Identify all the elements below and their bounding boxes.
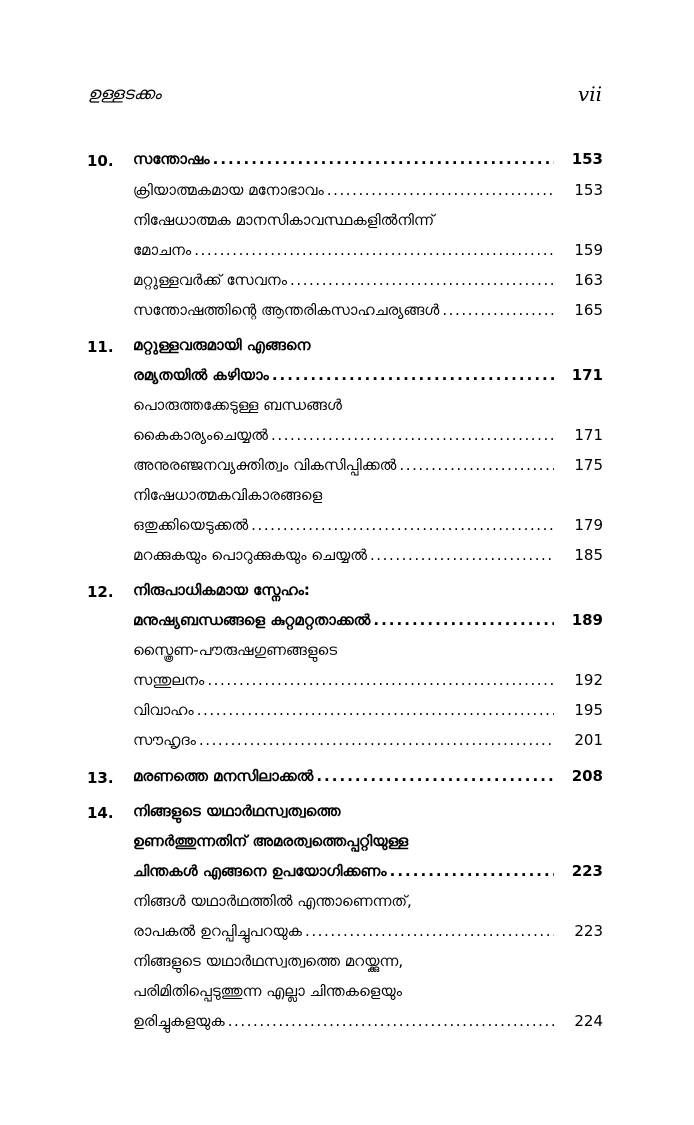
dot-leader <box>271 424 554 446</box>
toc-entry <box>133 386 603 416</box>
toc-entry <box>133 476 603 506</box>
chapter-title: നിങ്ങളുടെ യഥാർഥസ്വത്വത്തെ <box>133 802 341 820</box>
section-title: നിഷേധാത്മകവികാരങ്ങളെ <box>133 486 323 504</box>
dot-leader <box>390 860 554 882</box>
chapter-title: രമ്യതയിൽ കഴിയാം <box>133 366 269 384</box>
entry-page-number: 224 <box>574 1012 603 1030</box>
section-title: രാപകൽ ഉറപ്പിച്ചുപറയുക <box>133 922 302 940</box>
entry-page-number: 153 <box>571 150 603 168</box>
dot-leader <box>272 364 554 386</box>
entry-page-number: 159 <box>574 241 603 259</box>
dot-leader <box>316 765 554 787</box>
toc-entry <box>133 691 603 721</box>
entry-page-number: 223 <box>574 922 603 940</box>
section-title: അനുരഞ്ജനവ്യക്തിത്വം വികസിപ്പിക്കൽ <box>133 456 397 474</box>
toc-entry <box>133 446 603 476</box>
entry-page-number: 153 <box>574 181 603 199</box>
entry-page-number: 179 <box>574 516 603 534</box>
section-title: നിഷേധാത്മക മാനസികാവസ്ഥകളിൽനിന്ന് <box>133 211 435 229</box>
dot-leader <box>207 669 554 691</box>
toc-entry <box>133 721 603 751</box>
chapter-title: ചിന്തകൾ എങ്ങനെ ഉപയോഗിക്കണം <box>133 862 387 880</box>
toc-entry <box>133 822 603 852</box>
dot-leader <box>373 609 554 631</box>
chapter-title: മനുഷ്യബന്ധങ്ങളെ കുറ്റമറ്റതാക്കൽ <box>133 611 371 629</box>
toc-entry <box>133 201 603 231</box>
toc-entry <box>87 140 603 170</box>
dot-leader <box>370 544 554 566</box>
entry-page-number: 175 <box>574 456 603 474</box>
chapter-title: മരണത്തെ മനസിലാക്കൽ <box>133 767 314 785</box>
toc-entry <box>133 1002 603 1032</box>
dot-leader <box>251 514 554 536</box>
entry-page-number: 208 <box>571 767 603 785</box>
toc-entry <box>133 942 603 972</box>
section-title: സന്തുലനം <box>133 671 205 689</box>
running-header-title: ഉള്ളടക്കം <box>88 84 162 104</box>
section-title: സന്തോഷത്തിന്റെ ആന്തരികസാഹചര്യങ്ങൾ <box>133 301 440 319</box>
toc-entry <box>133 631 603 661</box>
entry-page-number: 201 <box>574 731 603 749</box>
toc-entry <box>133 291 603 321</box>
toc-entry <box>87 792 603 822</box>
dot-leader <box>194 239 554 261</box>
entry-page-number: 192 <box>574 671 603 689</box>
section-title: നിങ്ങൾ യഥാർഥത്തിൽ എന്താണെന്നത്, <box>133 892 412 910</box>
section-title: പരിമിതിപ്പെടുത്തുന്ന എല്ലാ ചിന്തകളെയും <box>133 982 403 1000</box>
toc-entry <box>133 536 603 566</box>
section-title: ഒതുക്കിയെടുക്കൽ <box>133 516 249 534</box>
dot-leader <box>442 299 554 321</box>
toc-entry <box>133 852 603 882</box>
entry-page-number: 163 <box>574 271 603 289</box>
chapter-title: മറ്റുള്ളവരുമായി എങ്ങനെ <box>133 336 311 354</box>
chapter-title: ഉണർത്തുന്നതിന് അമരത്വത്തെപ്പറ്റിയുള്ള <box>133 832 409 850</box>
toc-entry <box>133 506 603 536</box>
toc-entry <box>133 882 603 912</box>
entry-page-number: 189 <box>571 611 603 629</box>
toc-entry <box>133 661 603 691</box>
entry-page-number: 223 <box>571 862 603 880</box>
toc-entry <box>133 601 603 631</box>
entry-page-number: 195 <box>574 701 603 719</box>
section-title: ക്രിയാത്മകമായ മനോഭാവം <box>133 181 324 199</box>
section-title: മറക്കുകയും പൊറുക്കുകയും ചെയ്യൽ <box>133 546 367 564</box>
toc-entry <box>87 757 603 787</box>
section-title: സൗഹൃദം <box>133 731 196 749</box>
chapter-title: നിരുപാധികമായ സ്നേഹം: <box>133 581 310 599</box>
section-title: പൊരുത്തക്കേടുള്ള ബന്ധങ്ങൾ <box>133 396 342 414</box>
dot-leader <box>199 729 554 751</box>
section-title: സ്ത്രൈണ-പൗരുഷഗുണങ്ങളുടെ <box>133 641 338 659</box>
dot-leader <box>327 179 554 201</box>
page-number: vii <box>577 82 602 106</box>
toc-entry <box>133 416 603 446</box>
toc-entry <box>133 261 603 291</box>
toc-entry <box>133 231 603 261</box>
entry-page-number: 165 <box>574 301 603 319</box>
section-title: വിവാഹം <box>133 701 194 719</box>
toc-entry <box>87 326 603 356</box>
chapter-number: 14. <box>87 804 114 822</box>
section-title: കൈകാര്യംചെയ്യൽ <box>133 426 269 444</box>
entry-page-number: 185 <box>574 546 603 564</box>
chapter-title: സന്തോഷം <box>133 150 210 168</box>
toc-entry <box>133 171 603 201</box>
entry-page-number: 171 <box>574 426 603 444</box>
dot-leader <box>399 454 554 476</box>
toc-entry <box>133 972 603 1002</box>
dot-leader <box>228 1010 554 1032</box>
toc-entry <box>87 571 603 601</box>
chapter-number: 11. <box>87 338 114 356</box>
dot-leader <box>197 699 554 721</box>
entry-page-number: 171 <box>571 366 603 384</box>
dot-leader <box>305 920 554 942</box>
section-title: ഉരിച്ചുകളയുക <box>133 1012 225 1030</box>
chapter-number: 12. <box>87 583 114 601</box>
dot-leader <box>290 269 554 291</box>
section-title: മറ്റുള്ളവർക്ക് സേവനം <box>133 271 288 289</box>
section-title: നിങ്ങളുടെ യഥാർഥസ്വത്വത്തെ മറയ്ക്കുന്ന, <box>133 952 404 970</box>
dot-leader <box>213 148 554 170</box>
toc-entry <box>133 356 603 386</box>
toc-entry <box>133 912 603 942</box>
chapter-number: 10. <box>87 152 114 170</box>
section-title: മോചനം <box>133 241 192 259</box>
chapter-number: 13. <box>87 769 114 787</box>
